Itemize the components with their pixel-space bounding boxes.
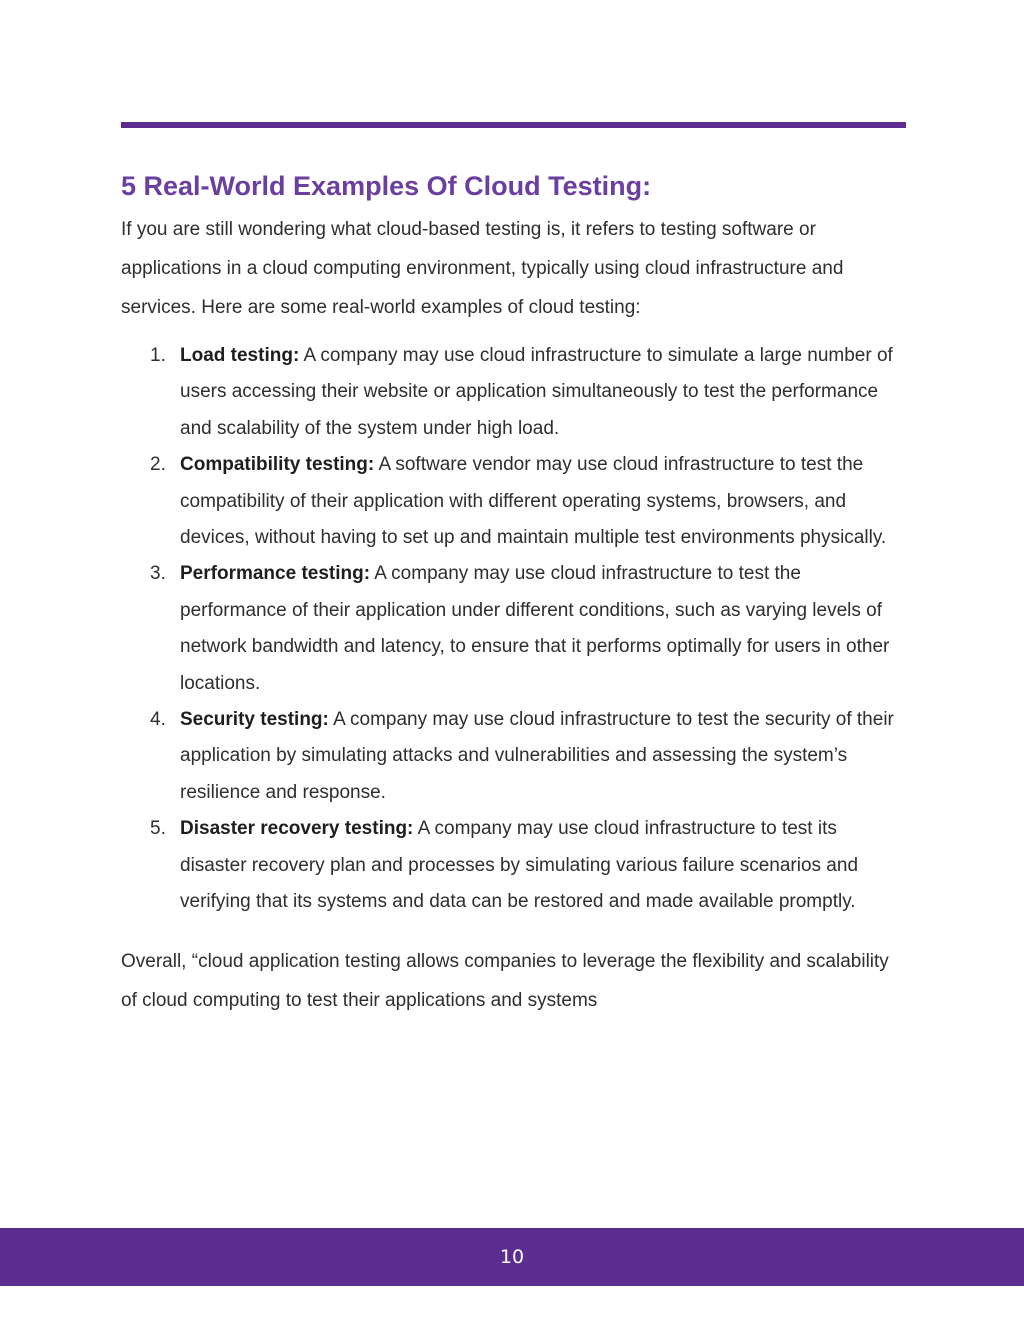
- list-item-term: Security testing:: [180, 709, 329, 731]
- list-item-text: A company may use cloud infrastructure to simulate a large number of users accessing their website or application simultaneously to test the performance and scalability of the system under high load.: [180, 345, 893, 439]
- list-item-text: A software vendor may use cloud infrastructure to test the compatibility of their application with different operating systems, browsers, and devices, without having to set up and maintain multiple test environments physically.: [180, 454, 887, 549]
- list-item-text: A company may use cloud infrastructure to test its disaster recovery plan and processes by simulating various failure scenarios and verifying that its systems and data can be restored and made available promptly.: [180, 818, 859, 913]
- list-item-number: 4.: [150, 709, 166, 731]
- list-item-term: Compatibility testing:: [180, 454, 375, 476]
- list-item: [150, 702, 906, 811]
- footer-bar: [0, 1228, 1024, 1286]
- list-item-term: Load testing:: [180, 345, 300, 366]
- list-item: [150, 338, 906, 447]
- list-item: [150, 811, 906, 920]
- page-content: [121, 166, 906, 1020]
- page-number: 10: [499, 1246, 525, 1268]
- section-title: 5 Real-World Examples Of Cloud Testing:: [121, 171, 652, 201]
- list-item-number: 2.: [150, 454, 166, 476]
- closing-paragraph: Overall, “cloud application testing allows companies to leverage the flexibility and scalability of cloud computing to test their applications and systems: [121, 950, 889, 1011]
- list-item-term: Performance testing:: [180, 563, 371, 585]
- list-item: [150, 447, 906, 556]
- list-item-number: 1.: [150, 345, 166, 366]
- intro-paragraph: If you are still wondering what cloud-based testing is, it refers to testing software or applications in a cloud computing environment, typically using cloud infrastructure and services. Here are some real-world examples of cloud testing:: [121, 219, 844, 318]
- list-item-text: A company may use cloud infrastructure to test the security of their application by simulating attacks and vulnerabilities and assessing the system’s resilience and response.: [180, 709, 894, 803]
- list-item-number: 3.: [150, 563, 166, 585]
- list-item: [150, 556, 906, 702]
- list-item-number: 5.: [150, 818, 166, 840]
- examples-list: [121, 338, 906, 921]
- list-item-term: Disaster recovery testing:: [180, 818, 414, 840]
- top-divider-rule: [121, 122, 906, 128]
- list-item-text: A company may use cloud infrastructure to test the performance of their application under different conditions, such as varying levels of network bandwidth and latency, to ensure that it performs optimally for users in other locations.: [180, 563, 890, 694]
